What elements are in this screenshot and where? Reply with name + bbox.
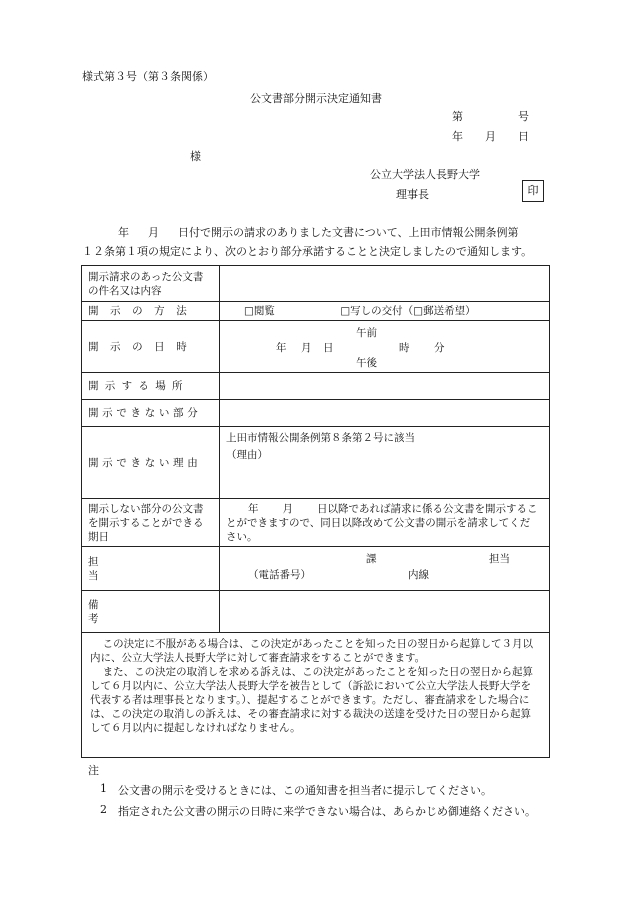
checkbox-copy[interactable]: □写しの交付（□郵送希望） bbox=[340, 305, 476, 317]
intro-month: 月 bbox=[148, 226, 159, 239]
table-row bbox=[82, 547, 550, 591]
reason-label: （理由） bbox=[226, 449, 268, 461]
value-method bbox=[220, 302, 550, 321]
intro-line2: １２条第１項の規定により、次のとおり部分承諾することと決定しましたので通知します。 bbox=[82, 245, 533, 258]
notice-appeal: この決定に不服がある場合は、この決定があったことを知った日の翌日から起算して３月以内に、公立大学法人長野大学に対して審査請求をすることができます。 bbox=[90, 638, 533, 664]
disclosure-table bbox=[81, 265, 550, 758]
table-row bbox=[82, 427, 550, 499]
note-2-text: 指定された公文書の開示の日時に来学できない場合は、あらかじめ御連絡ください。 bbox=[118, 805, 536, 818]
label-datetime bbox=[82, 321, 220, 373]
future-text2: とができますので、同日以降改めて公文書の開示を請求してくだ bbox=[226, 516, 531, 529]
seal-box: 印 bbox=[522, 180, 544, 202]
table-row bbox=[82, 373, 550, 400]
value-undisclosed-part[interactable] bbox=[220, 400, 550, 427]
label-place-text: 開示する場所 bbox=[88, 380, 189, 392]
intro-year: 年 bbox=[118, 226, 129, 239]
label-place bbox=[82, 373, 220, 400]
date-year: 年 bbox=[452, 130, 463, 143]
addressee-suffix: 様 bbox=[190, 150, 201, 163]
label-reason-text: 開示できない理由 bbox=[88, 456, 202, 469]
table-row bbox=[82, 321, 550, 373]
table-row bbox=[82, 591, 550, 633]
date-day: 日 bbox=[518, 130, 529, 143]
ampm-pm[interactable]: 午後 bbox=[356, 356, 377, 369]
table-row bbox=[82, 499, 550, 547]
date-month: 月 bbox=[485, 130, 496, 143]
table-row bbox=[82, 400, 550, 427]
dt-month: 月 bbox=[301, 341, 312, 354]
dt-year: 年 bbox=[276, 341, 287, 354]
label-undisclosed-part bbox=[82, 400, 220, 427]
label-contact-text: 担当 bbox=[88, 555, 165, 582]
label-datetime-text: 開示の日時 bbox=[88, 340, 199, 353]
number-prefix: 第 bbox=[452, 110, 463, 123]
value-reason bbox=[220, 427, 550, 499]
value-contact bbox=[220, 547, 550, 591]
value-datetime bbox=[220, 321, 550, 373]
issuer-org: 公立大学法人長野大学 bbox=[370, 168, 480, 181]
label-future-date: 開示しない部分の公文書を開示することができる期日 bbox=[82, 499, 220, 547]
table-row bbox=[82, 633, 550, 758]
form-number: 様式第３号（第３条関係） bbox=[82, 70, 214, 83]
value-future-date bbox=[220, 499, 550, 547]
label-requested-document: 開示請求のあった公文書の件名又は内容 bbox=[82, 266, 220, 302]
issuer-title: 理事長 bbox=[396, 188, 429, 201]
dt-day: 日 bbox=[323, 341, 334, 354]
document-title: 公文書部分開示決定通知書 bbox=[250, 92, 382, 105]
contact-ext: 内線 bbox=[408, 568, 429, 581]
checkbox-view[interactable]: □閲覧 bbox=[244, 305, 275, 317]
dt-min: 分 bbox=[434, 341, 445, 354]
value-requested-document[interactable] bbox=[220, 266, 550, 302]
label-remarks-text: 備考 bbox=[88, 598, 165, 625]
label-contact bbox=[82, 547, 220, 591]
notice-cell bbox=[82, 633, 550, 758]
future-year: 年 bbox=[248, 502, 259, 515]
label-remarks bbox=[82, 591, 220, 633]
notes-heading: 注 bbox=[88, 764, 99, 777]
note-2-num: 2 bbox=[100, 803, 107, 816]
label-method bbox=[82, 302, 220, 321]
reason-article: 上田市情報公開条例第８条第２号に該当 bbox=[226, 432, 415, 444]
value-remarks[interactable] bbox=[220, 591, 550, 633]
note-1-num: 1 bbox=[100, 782, 107, 795]
table-row bbox=[82, 266, 550, 302]
label-reason bbox=[82, 427, 220, 499]
label-undisclosed-part-text: 開示できない部分 bbox=[88, 407, 202, 419]
contact-person: 担当 bbox=[489, 552, 510, 565]
future-month: 月 bbox=[282, 502, 293, 515]
note-1-text: 公文書の開示を受けるときには、この通知書を担当者に提示してください。 bbox=[118, 784, 492, 797]
contact-section: 課 bbox=[366, 552, 377, 565]
intro-line1: 日付で開示の請求のありました文書について、上田市情報公開条例第 bbox=[178, 226, 519, 239]
contact-phone: （電話番号） bbox=[248, 568, 311, 581]
future-text1: 日以降であれば請求に係る公文書を開示するこ bbox=[317, 502, 538, 515]
table-row bbox=[82, 302, 550, 321]
future-text3: さい。 bbox=[226, 530, 258, 543]
value-place[interactable] bbox=[220, 373, 550, 400]
ampm-am[interactable]: 午前 bbox=[356, 326, 377, 339]
dt-hour: 時 bbox=[399, 341, 410, 354]
number-suffix: 号 bbox=[518, 110, 529, 123]
notice-lawsuit: また、この決定の取消しを求める訴えは、この決定があったことを知った日の翌日から起算して６月以内に、公立大学法人長野大学を被告として（訴訟において公立大学法人長野大学を代表する者は理事長となります。）、提起することができます。ただし、審査請求をした場合には、この決定の取消しの訴えは、その審査請求に対する裁決の送達を受けた日の翌日から起算して６月以内に提起しなければなりません。 bbox=[90, 666, 533, 734]
label-method-text: 開示の方法 bbox=[88, 305, 199, 317]
